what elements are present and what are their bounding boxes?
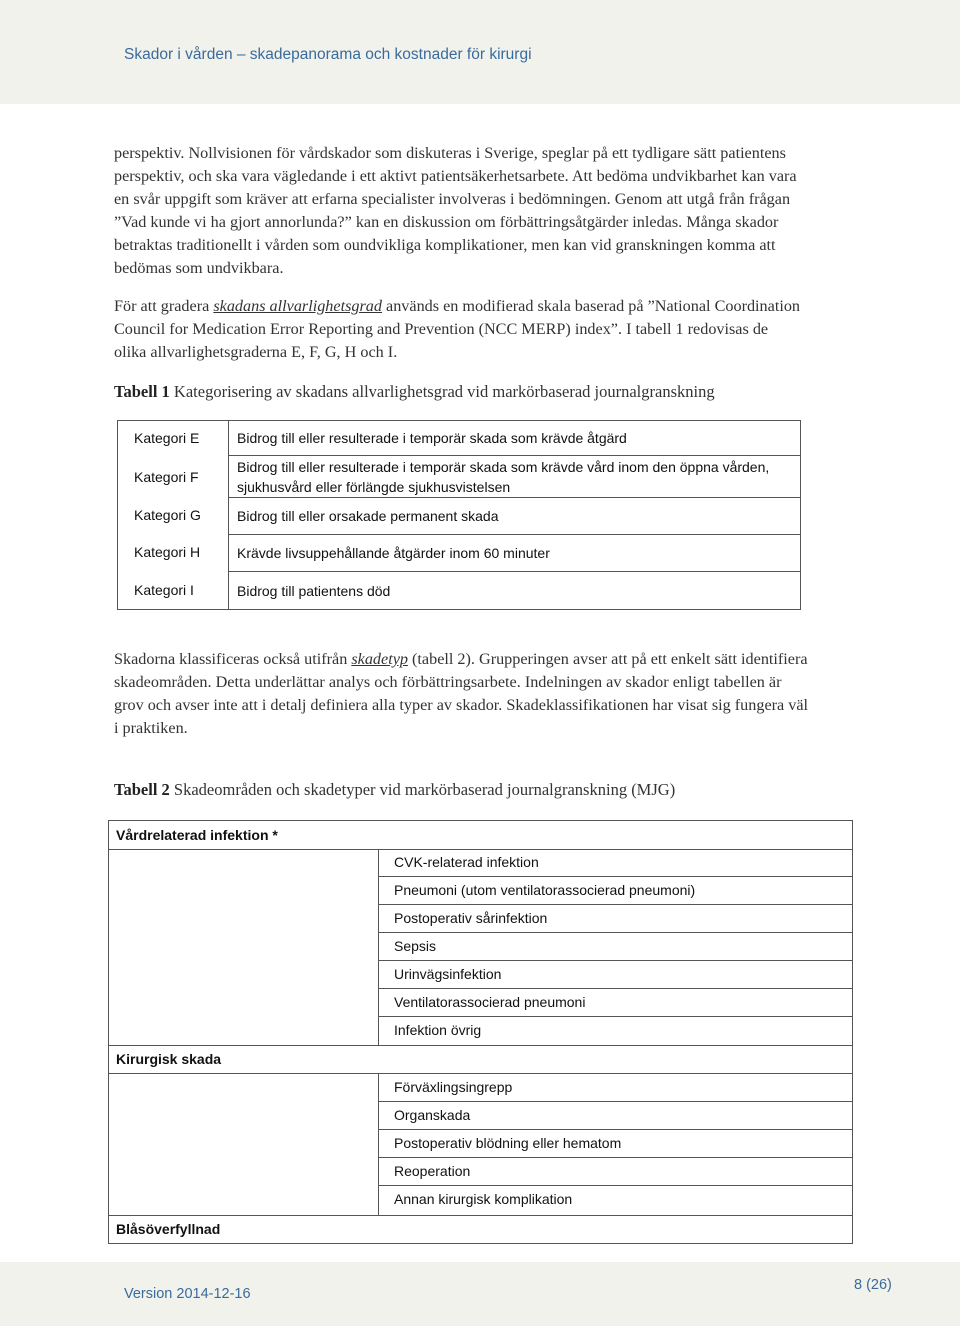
paragraph-zero-vision [114,142,844,280]
group-heading: Kirurgisk skada [116,1051,222,1067]
para2-line: olika allvarlighetsgraderna E, F, G, H och I. [114,343,398,361]
category-label: Kategori E [134,430,200,446]
term-severity: skadans allvarlighetsgrad [213,297,382,315]
group-heading: Blåsöverfyllnad [116,1221,221,1237]
paragraph-injury-type [114,648,844,740]
para1-line: ”Vad kunde vi ha gjort annorlunda?” kan en diskussion om förbättringsåtgärder inledas. Många skador [114,213,779,231]
para1-line: betraktas traditionellt i vården som oundvikliga komplikationer, men kan vid granskningen komma att [114,236,776,254]
injury-type-item: Postoperativ sårinfektion [394,910,548,926]
category-description: Bidrog till eller orsakade permanent skada [228,497,801,535]
injury-type-item: Urinvägsinfektion [394,966,502,982]
para3-line: skadeområden. Detta underlättar analys och förbättringsarbete. Indelningen av skador enligt tabellen är [114,673,782,691]
para1-line: en svår uppgift som kräver att erfarna specialister involveras i bedömningen. Genom att utgå från frågan [114,190,791,208]
para2-line: Council for Medication Error Reporting and Prevention (NCC MERP) index”. I tabell 1 redovisas de [114,320,769,338]
injury-type-item: CVK-relaterad infektion [394,854,539,870]
category-label: Kategori I [134,582,194,598]
table1-caption-label: Tabell 1 [114,382,170,401]
para3-text: (tabell 2). Grupperingen avser att på ett enkelt sätt identifiera [407,650,808,668]
column-divider [378,1073,379,1215]
table2-caption [114,779,854,801]
para2-text: För att gradera [114,297,214,315]
table2-caption-text: Skadeområden och skadetyper vid markörbaserad journalgranskning (MJG) [169,780,676,799]
severity-table [117,420,801,610]
row-divider [109,1045,852,1046]
row-divider [109,1215,852,1216]
category-description: Krävde livsuppehållande åtgärder inom 60 minuter [228,534,801,572]
running-header-title: Skador i vården – skadepanorama och kostnader för kirurgi [124,46,532,63]
paragraph-severity-scale [114,295,844,364]
injury-type-item: Reoperation [394,1163,471,1179]
para3-line: i praktiken. [114,719,188,737]
table1-caption-text: Kategorisering av skadans allvarlighetsgrad vid markörbaserad journalgranskning [169,382,715,401]
category-label: Kategori H [134,544,201,560]
footer-version: Version 2014-12-16 [124,1286,251,1302]
para3-line: grov och avser inte att i detalj definiera alla typer av skador. Skadeklassifikationen har visat sig fungera väl [114,696,809,714]
para1-line: bedömas som undvikbara. [114,259,284,277]
injury-type-item: Ventilatorassocierad pneumoni [394,994,586,1010]
column-divider [378,849,379,1045]
injury-type-item: Organskada [394,1107,471,1123]
injury-type-item: Infektion övrig [394,1022,482,1038]
injury-type-item: Postoperativ blödning eller hematom [394,1135,622,1151]
category-description: Bidrog till eller resulterade i temporär skada som krävde åtgärd [228,420,801,456]
page-number: 8 (26) [854,1277,892,1293]
injury-type-item: Annan kirurgisk komplikation [394,1191,573,1207]
term-injury-type: skadetyp [351,650,408,668]
category-description: Bidrog till patientens död [228,571,801,610]
para3-text: Skadorna klassificeras också utifrån [114,650,352,668]
category-label: Kategori G [134,507,201,523]
injury-type-item: Pneumoni (utom ventilatorassocierad pneumoni) [394,882,696,898]
injury-type-item: Förväxlingsingrepp [394,1079,513,1095]
category-label: Kategori F [134,469,199,485]
group-heading: Vårdrelaterad infektion * [116,827,278,843]
table2-caption-label: Tabell 2 [114,780,170,799]
para2-text: används en modifierad skala baserad på ”National Coordination [381,297,801,315]
table1-caption [114,381,854,403]
para1-line: perspektiv. Nollvisionen för vårdskador som diskuteras i Sverige, speglar på ett tydligare sätt patientens [114,144,786,162]
para1-line: perspektiv, och ska vara vägledande i ett aktivt patientsäkerhetsarbete. Att bedöma undvikbarhet kan vara [114,167,797,185]
category-description: Bidrog till eller resulterade i temporär skada som krävde vård inom den öppna vården, sjukhusvård eller förlängde sjukhusvistelsen [228,455,801,498]
injury-type-item: Sepsis [394,938,437,954]
injury-type-table [108,820,853,1244]
